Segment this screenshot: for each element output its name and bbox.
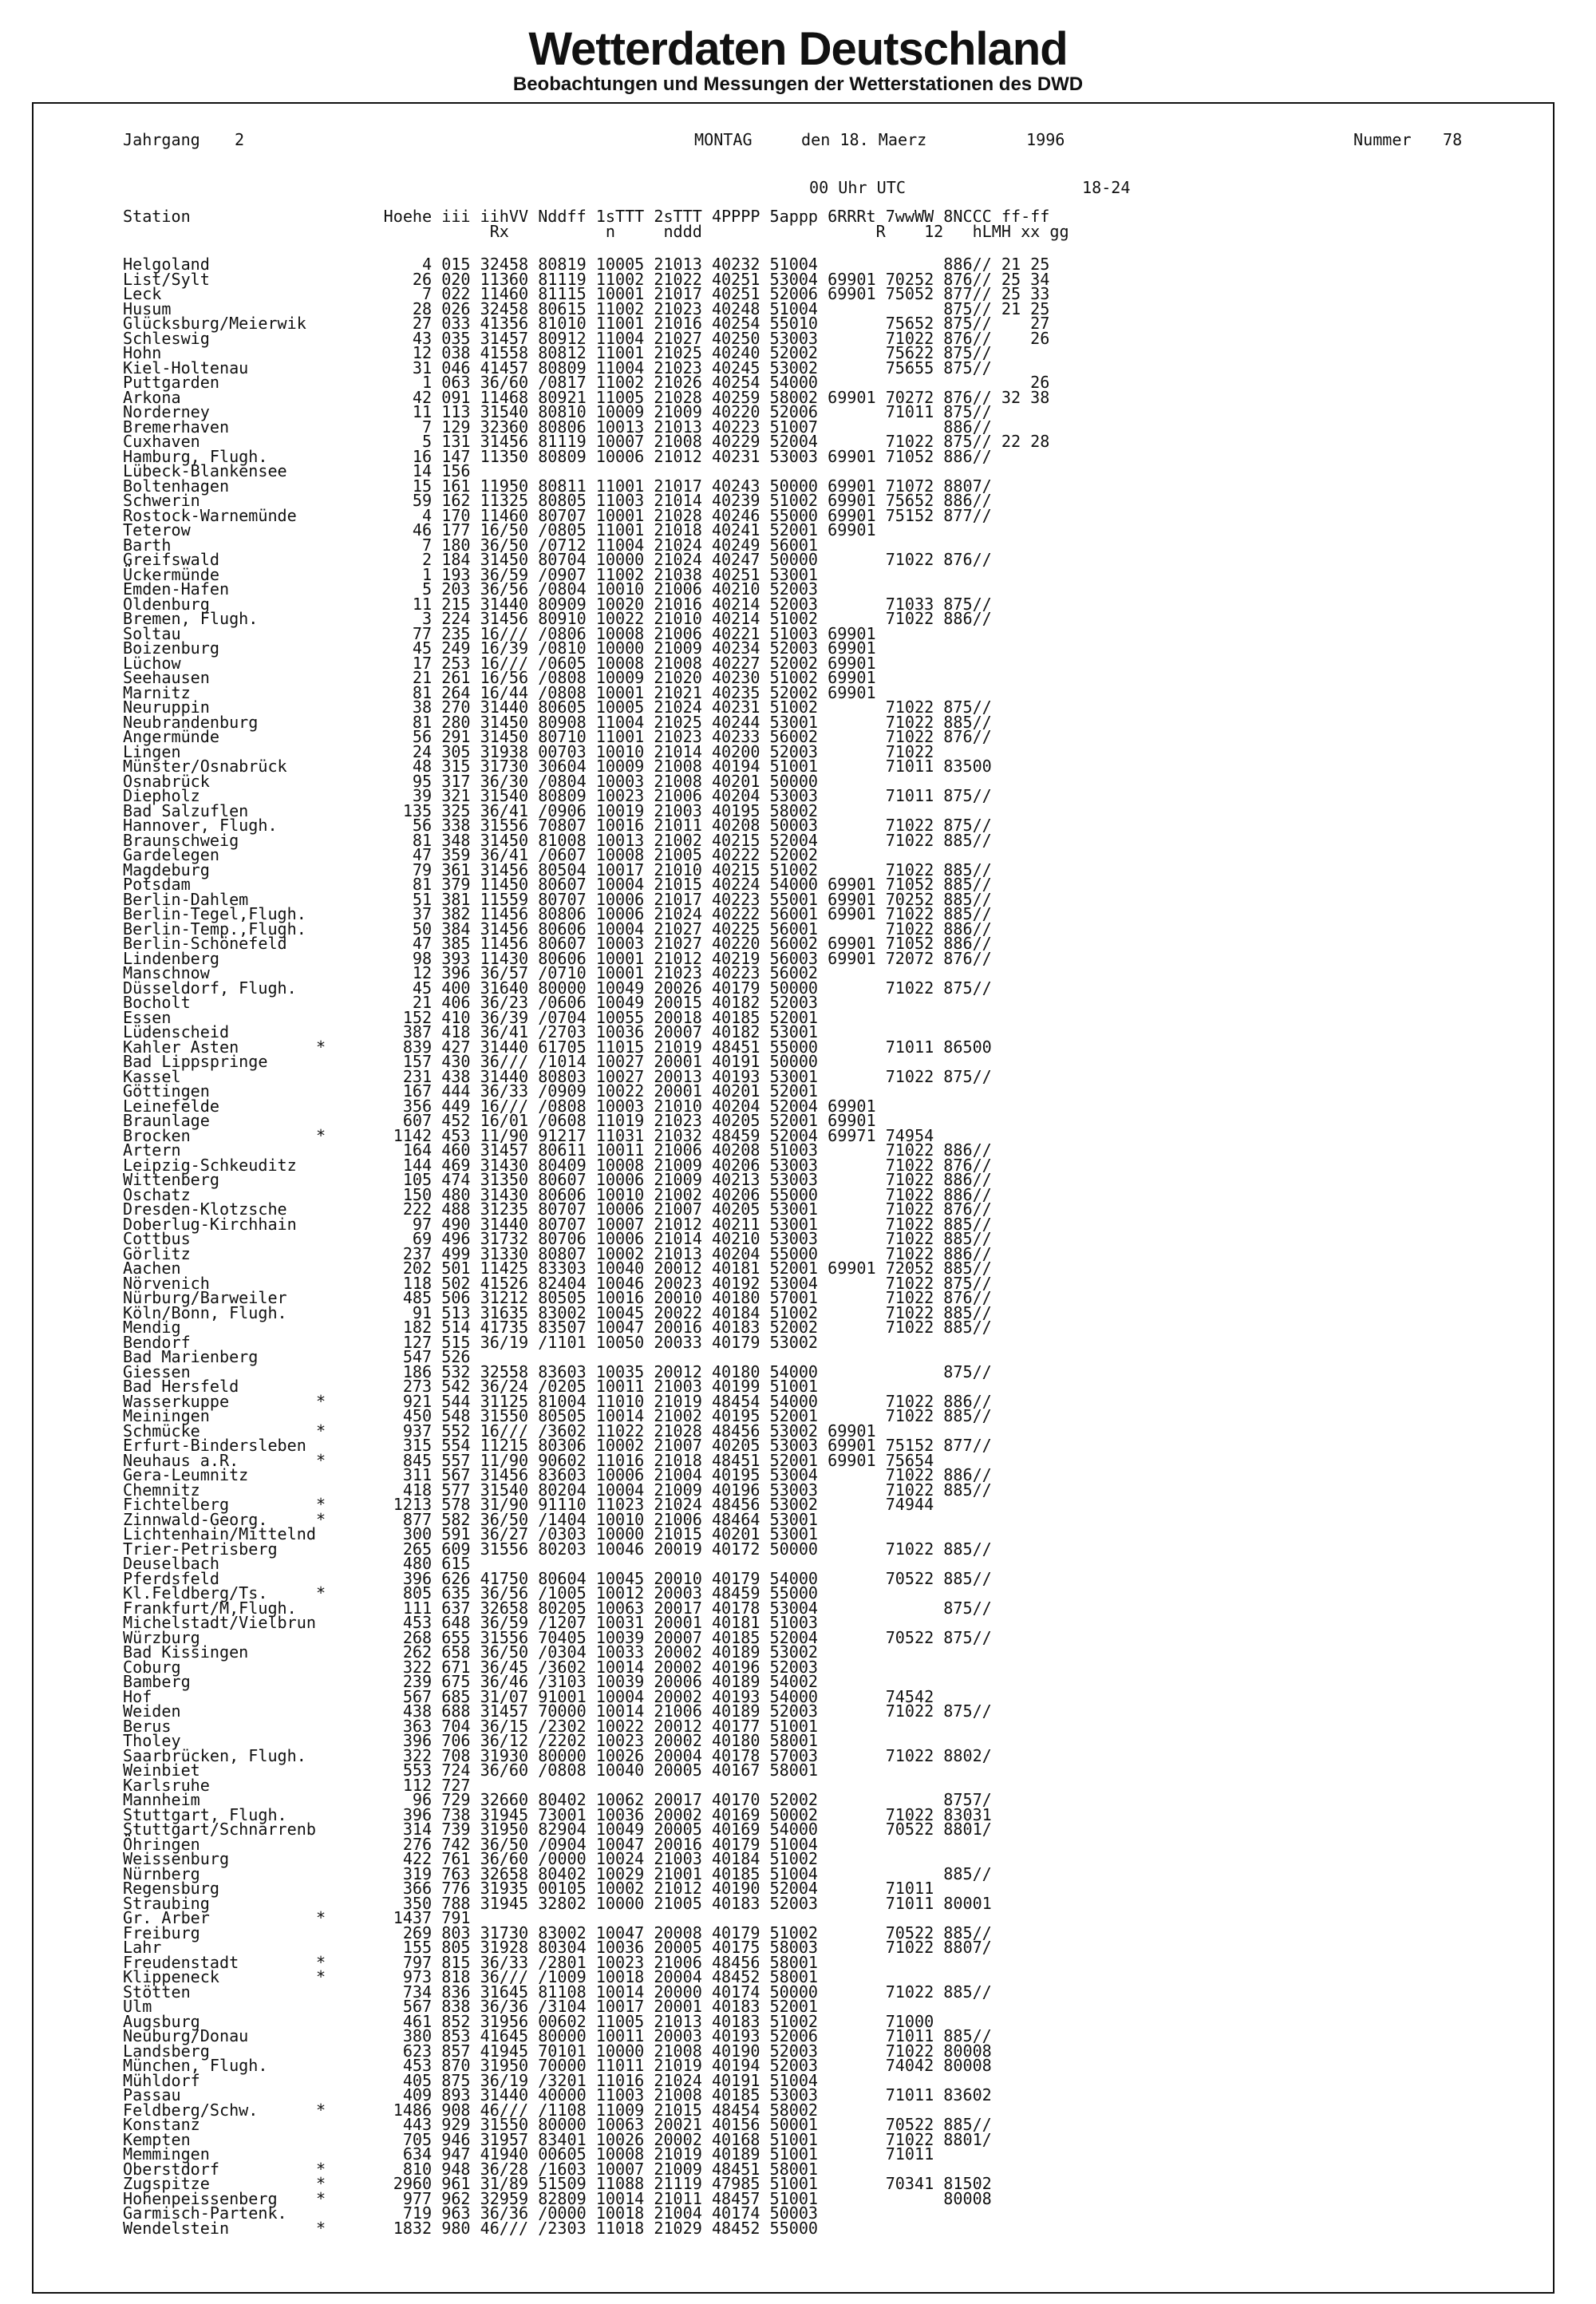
issue-date: den 18. Maerz — [801, 130, 927, 149]
station-row: Lüchow 17 253 16/// /0605 10008 21008 40227 52002 69901 — [123, 653, 876, 673]
station-row: Neuhaus a.R. * 845 557 11/90 90602 11016 21018 48451 52001 69901 75654 — [123, 1450, 934, 1470]
station-row: Lübeck-Blankensee 14 156 — [123, 461, 471, 480]
station-row: Nürnberg 319 763 32658 80402 10029 21001 40185 51004 885// — [123, 1863, 992, 1883]
column-header-line2: Rx n nddd R 12 hLMH xx gg — [123, 222, 1069, 241]
station-row: Wendelstein * 1832 980 46/// /2303 11018 21029 48452 55000 — [123, 2218, 819, 2238]
station-row: Kiel-Holtenau 31 046 41457 80809 11004 21023 40245 53002 75655 875// — [123, 358, 992, 377]
station-row: Braunschweig 81 348 31450 81008 10013 21002 40215 52004 71022 885// — [123, 830, 992, 850]
station-row: Fichtelberg * 1213 578 31/90 91110 11023 21024 48456 53002 74944 — [123, 1495, 934, 1514]
station-row: Öhringen 276 742 36/50 /0904 10047 20016 40179 51004 — [123, 1834, 819, 1854]
station-row: Boltenhagen 15 161 11950 80811 11001 21017 40243 50000 69901 71072 8807/ — [123, 476, 992, 496]
station-row: Ückermünde 1 193 36/59 /0907 11002 21038 40251 53001 — [123, 564, 819, 584]
station-row: Seehausen 21 261 16/56 /0808 10009 21020 40230 51002 69901 — [123, 668, 876, 687]
station-row: Passau 409 893 31440 40000 11003 21008 40185 53003 71011 83602 — [123, 2085, 992, 2104]
issue-year: 1996 — [1026, 130, 1065, 149]
weekday: MONTAG — [694, 130, 753, 149]
station-row: Kempten 705 946 31957 83401 10026 20002 40168 51001 71022 8801/ — [123, 2129, 992, 2149]
page-title: Wetterdaten Deutschland — [528, 23, 1068, 75]
station-row: Deuselbach 480 615 — [123, 1554, 471, 1573]
station-row: Saarbrücken, Flugh. 322 708 31930 80000 10026 20004 40178 57003 71022 8802/ — [123, 1745, 992, 1765]
station-row: Michelstadt/Vielbrun 453 648 36/59 /1207 10031 20001 40181 51003 — [123, 1613, 819, 1632]
station-row: Oldenburg 11 215 31440 80909 10020 21016 40214 52003 71033 875// — [123, 594, 992, 614]
station-row: Garmisch-Partenk. 719 963 36/36 /0000 10018 21004 40174 50003 — [123, 2203, 819, 2223]
station-row: München, Flugh. 453 870 31950 70000 11011 21019 40194 52003 74042 80008 — [123, 2056, 992, 2075]
station-row: Magdeburg 79 361 31456 80504 10017 21010 40215 51002 71022 885// — [123, 860, 992, 879]
station-row: Hamburg, Flugh. 16 147 11350 80809 10006 21012 40231 53003 69901 71052 886// — [123, 446, 992, 466]
station-row: Leinefelde 356 449 16/// /0808 10003 21010 40204 52004 69901 — [123, 1096, 876, 1116]
station-row: Neuruppin 38 270 31440 80605 10005 21024 40231 51002 71022 875// — [123, 698, 992, 717]
station-row: Berlin-Temp.,Flugh. 50 384 31456 80606 10004 21027 40225 56001 71022 886// — [123, 919, 992, 939]
station-row: Erfurt-Bindersleben 315 554 11215 80306 10002 21007 40205 53003 69901 75152 877// — [123, 1436, 992, 1455]
page-subtitle: Beobachtungen und Messungen der Wetterstationen des DWD — [512, 73, 1084, 95]
nummer-value: 78 — [1443, 130, 1463, 149]
station-row: Berlin-Schönefeld 47 385 11456 80607 10003 21027 40220 56002 69901 71052 886// — [123, 934, 992, 953]
station-row: Potsdam 81 379 11450 80607 10004 21015 40224 54000 69901 71052 885// — [123, 875, 992, 894]
station-row: Karlsruhe 112 727 — [123, 1775, 471, 1795]
station-row: Schmücke * 937 552 16/// /3602 11022 21028 48456 53002 69901 — [123, 1421, 876, 1440]
station-row: Lüdenscheid 387 418 36/41 /2703 10036 20007 40182 53001 — [123, 1022, 819, 1041]
station-row: Oschatz 150 480 31430 80606 10010 21002 40206 55000 71022 886// — [123, 1184, 992, 1204]
station-row: Straubing 350 788 31945 32802 10000 21005 40183 52003 71011 80001 — [123, 1893, 992, 1913]
station-row: Nörvenich 118 502 41526 82404 10046 20023 40192 53004 71022 875// — [123, 1273, 992, 1293]
station-row: Leck 7 022 11460 81115 10001 21017 40251 52006 69901 75052 877// 25 33 — [123, 284, 1050, 303]
station-row: Görlitz 237 499 31330 80807 10002 21013 40204 55000 71022 886// — [123, 1243, 992, 1263]
station-row: List/Sylt 26 020 11360 81119 11002 21022 40251 53004 69901 70252 876// 25 34 — [123, 269, 1050, 289]
station-row: Hof 567 685 31/07 91001 10004 20002 40193 54000 74542 — [123, 1686, 934, 1706]
station-row: Barth 7 180 36/50 /0712 11004 21024 40249 56001 — [123, 535, 819, 555]
station-row: Zinnwald-Georg. * 877 582 36/50 /1404 10010 21006 48464 53001 — [123, 1509, 819, 1529]
station-row: Glücksburg/Meierwik 27 033 41356 81010 11001 21016 40254 55010 75652 875// 27 — [123, 314, 1050, 333]
station-row: Angermünde 56 291 31450 80710 11001 21023 40233 56002 71022 876// — [123, 727, 992, 746]
station-row: Berlin-Dahlem 51 381 11559 80707 10006 21017 40223 55001 69901 70252 885// — [123, 889, 992, 909]
station-row: Greifswald 2 184 31450 80704 10000 21024 40247 50000 71022 876// — [123, 550, 992, 569]
station-table — [123, 255, 1050, 2238]
station-row: Gardelegen 47 359 36/41 /0607 10008 21005 40222 52002 — [123, 845, 819, 864]
station-row: Bamberg 239 675 36/46 /3103 10039 20006 40189 54002 — [123, 1672, 819, 1691]
station-row: Teterow 46 177 16/50 /0805 11001 21018 40241 52001 69901 — [123, 520, 876, 539]
station-row: Emden-Hafen 5 203 36/56 /0804 10010 21006 40210 52003 — [123, 579, 819, 599]
station-row: Marnitz 81 264 16/44 /0808 10001 21021 40235 52002 69901 — [123, 682, 876, 702]
station-row: Aachen 202 501 11425 83303 10040 20012 40181 52001 69901 72052 885// — [123, 1259, 992, 1278]
station-row: Köln/Bonn, Flugh. 91 513 31635 83002 10045 20022 40184 51002 71022 885// — [123, 1302, 992, 1322]
station-row: Bad Marienberg 547 526 — [123, 1347, 471, 1366]
station-row: Kassel 231 438 31440 80803 10027 20013 40193 53001 71022 875// — [123, 1066, 992, 1086]
station-row: Kahler Asten * 839 427 31440 61705 11015 21019 48451 55000 71011 86500 — [123, 1037, 992, 1057]
station-row: Düsseldorf, Flugh. 45 400 31640 80000 10049 20026 40179 50000 71022 875// — [123, 978, 992, 998]
station-row: Bad Kissingen 262 658 36/50 /0304 10033 20002 40189 53002 — [123, 1642, 819, 1662]
station-row: Meiningen 450 548 31550 80505 10014 21002 40195 52001 71022 885// — [123, 1406, 992, 1425]
station-row: Pferdsfeld 396 626 41750 80604 10045 20010 40179 54000 70522 885// — [123, 1568, 992, 1588]
station-row: Cottbus 69 496 31732 80706 10006 21014 40210 53003 71022 885// — [123, 1229, 992, 1248]
station-row: Husum 28 026 32458 80615 11002 21023 40248 51004 875// 21 25 — [123, 298, 1050, 318]
station-row: Artern 164 460 31457 80611 10011 21006 40208 51003 71022 886// — [123, 1140, 992, 1160]
station-row: Wittenberg 105 474 31350 80607 10006 21009 40213 53003 71022 886// — [123, 1170, 992, 1189]
station-row: Hohn 12 038 41558 80812 11001 21025 40240 52002 75622 875// — [123, 343, 992, 362]
station-row: Lichtenhain/Mittelnd 300 591 36/27 /0303 10000 21015 40201 53001 — [123, 1524, 819, 1543]
station-row: Feldberg/Schw. * 1486 908 46/// /1108 11009 21015 48454 58002 — [123, 2100, 819, 2120]
station-row: Osnabrück 95 317 36/30 /0804 10003 21008 40201 50000 — [123, 771, 819, 791]
station-row: Zugspitze * 2960 961 31/89 51509 11088 21119 47985 51001 70341 81502 — [123, 2174, 992, 2193]
station-row: Mannheim 96 729 32660 80402 10062 20017 40170 52002 8757/ — [123, 1790, 992, 1809]
station-row: Bad Hersfeld 273 542 36/24 /0205 10011 21003 40199 51001 — [123, 1377, 819, 1396]
station-row: Kl.Feldberg/Ts. * 805 635 36/56 /1005 10012 20003 48459 55000 — [123, 1583, 819, 1603]
station-row: Göttingen 167 444 36/33 /0909 10022 20001 40201 52001 — [123, 1081, 819, 1101]
station-row: Braunlage 607 452 16/01 /0608 11019 21023 40205 52001 69901 — [123, 1111, 876, 1130]
station-row: Weiden 438 688 31457 70000 10014 21006 40189 52003 71022 875// — [123, 1701, 992, 1721]
station-row: Coburg 322 671 36/45 /3602 10014 20002 40196 52003 — [123, 1657, 819, 1677]
station-row: Bremen, Flugh. 3 224 31456 80910 10022 21010 40214 51002 71022 886// — [123, 609, 992, 628]
station-row: Rostock-Warnemünde 4 170 11460 80707 10001 21028 40246 55000 69901 75152 877// — [123, 505, 992, 525]
station-row: Boizenburg 45 249 16/39 /0810 10000 21009 40234 52003 69901 — [123, 638, 876, 658]
station-row: Neubrandenburg 81 280 31450 80908 11004 21025 40244 53001 71022 885// — [123, 712, 992, 732]
station-row: Klippeneck * 973 818 36/// /1009 10018 20004 48452 58001 — [123, 1967, 819, 1986]
station-row: Neuburg/Donau 380 853 41645 80000 10011 20003 40193 52006 71011 885// — [123, 2026, 992, 2045]
station-row: Mendig 182 514 41735 83507 10047 20016 40183 52002 71022 885// — [123, 1318, 992, 1337]
station-row: Bremerhaven 7 129 32360 80806 10013 21013 40223 51007 886// — [123, 417, 992, 437]
station-row: Schwerin 59 162 11325 80805 11003 21014 40239 51002 69901 75652 886// — [123, 491, 992, 510]
station-row: Bendorf 127 515 36/19 /1101 10050 20033 40179 53002 — [123, 1332, 819, 1352]
station-row: Schleswig 43 035 31457 80912 11004 21027 40250 53003 71022 876// 26 — [123, 328, 1050, 348]
station-row: Stuttgart/Schnarrenb 314 739 31950 82904 10049 20005 40169 54000 70522 8801/ — [123, 1820, 992, 1839]
station-row: Weissenburg 422 761 36/60 /0000 10024 21003 40184 51002 — [123, 1849, 819, 1868]
station-row: Leipzig-Schkeuditz 144 469 31430 80409 10008 21009 40206 53003 71022 876// — [123, 1155, 992, 1175]
station-row: Stötten 734 836 31645 81108 10014 20000 40174 50000 71022 885// — [123, 1982, 992, 2002]
station-row: Stuttgart, Flugh. 396 738 31945 73001 10036 20002 40169 50002 71022 83031 — [123, 1804, 992, 1824]
station-row: Dresden-Klotzsche 222 488 31235 80707 10006 21007 40205 53001 71022 876// — [123, 1199, 992, 1219]
station-row: Lindenberg 98 393 11430 80606 10001 21012 40219 56003 69901 72072 876// — [123, 948, 992, 968]
station-row: Giessen 186 532 32558 83603 10035 20012 40180 54000 875// — [123, 1361, 992, 1381]
station-row: Ulm 567 838 36/36 /3104 10017 20001 40183 52001 — [123, 1997, 819, 2016]
station-row: Hohenpeissenberg * 977 962 32959 82809 10014 21011 48457 51001 80008 — [123, 2188, 992, 2208]
station-row: Münster/Osnabrück 48 315 31730 30604 10009 21008 40194 51001 71011 83500 — [123, 757, 992, 776]
station-row: Mühldorf 405 875 36/19 /3201 11016 21024 40191 51004 — [123, 2070, 819, 2090]
station-row: Arkona 42 091 11468 80921 11005 21028 40259 58002 69901 70272 876// 32 38 — [123, 387, 1050, 407]
station-row: Soltau 77 235 16/// /0806 10008 21006 40221 51003 69901 — [123, 623, 876, 643]
column-header-line1: Station Hoehe iii iihVV Nddff 1sTTT 2sTTT 4PPPP 5appp 6RRRt 7wwWW 8NCCC ff-ff — [123, 207, 1050, 226]
station-row: Trier-Petrisberg 265 609 31556 80203 10046 20019 40172 50000 71022 885// — [123, 1539, 992, 1559]
station-row: Diepholz 39 321 31540 80809 10023 21006 40204 53003 71011 875// — [123, 786, 992, 805]
station-row: Bocholt 21 406 36/23 /0606 10049 20015 40182 52003 — [123, 993, 819, 1012]
station-row: Frankfurt/M,Flugh. 111 637 32658 80205 10063 20017 40178 53004 875// — [123, 1598, 992, 1618]
station-row: Doberlug-Kirchhain 97 490 31440 80707 10007 21012 40211 53001 71022 885// — [123, 1214, 992, 1234]
station-row: Nürburg/Barweiler 485 506 31212 80505 10016 20010 40180 57001 71022 876// — [123, 1288, 992, 1307]
station-row: Freudenstadt * 797 815 36/33 /2801 10023 21006 48456 58001 — [123, 1952, 819, 1972]
station-row: Brocken * 1142 453 11/90 91217 11031 21032 48459 52004 69971 74954 — [123, 1125, 934, 1145]
station-row: Konstanz 443 929 31550 80000 10063 20021 40156 50001 70522 885// — [123, 2115, 992, 2134]
station-row: Memmingen 634 947 41940 00605 10008 21019 40189 51001 71011 — [123, 2144, 934, 2164]
station-row: Bad Salzuflen 135 325 36/41 /0906 10019 21003 40195 58002 — [123, 800, 819, 820]
station-row: Essen 152 410 36/39 /0704 10055 20018 40185 52001 — [123, 1007, 819, 1027]
station-row: Lingen 24 305 31938 00703 10010 21014 40200 52003 71022 — [123, 741, 934, 761]
station-row: Hannover, Flugh. 56 338 31556 70807 10016 21011 40208 50003 71022 875// — [123, 816, 992, 835]
station-row: Helgoland 4 015 32458 80819 10005 21013 40232 51004 886// 21 25 — [123, 255, 1050, 274]
period-label: 18-24 — [1082, 178, 1131, 197]
station-row: Berlin-Tegel,Flugh. 37 382 11456 80806 10006 21024 40222 56001 69901 71022 885// — [123, 904, 992, 923]
jahrgang-label: Jahrgang — [123, 130, 200, 149]
station-row: Oberstdorf * 810 948 36/28 /1603 10007 21009 48451 58001 — [123, 2159, 819, 2179]
station-row: Gr. Arber * 1437 791 — [123, 1908, 471, 1927]
station-row: Cuxhaven 5 131 31456 81119 10007 21008 40229 52004 71022 875// 22 28 — [123, 432, 1050, 451]
station-row: Chemnitz 418 577 31540 80204 10004 21009 40196 53003 71022 885// — [123, 1480, 992, 1500]
station-row: Augsburg 461 852 31956 00602 11005 21013 40183 51002 71000 — [123, 2011, 934, 2031]
station-row: Manschnow 12 396 36/57 /0710 10001 21023 40223 56002 — [123, 963, 819, 982]
station-row: Landsberg 623 857 41945 70101 10000 21008 40190 52003 71022 80008 — [123, 2041, 992, 2061]
station-row: Weinbiet 553 724 36/60 /0808 10040 20005 40167 58001 — [123, 1761, 819, 1780]
station-row: Tholey 396 706 36/12 /2202 10023 20002 40180 58001 — [123, 1731, 819, 1750]
station-row: Freiburg 269 803 31730 83002 10047 20008 40179 51002 70522 885// — [123, 1923, 992, 1942]
station-row: Norderney 11 113 31540 80810 10009 21009 40220 52006 71011 875// — [123, 402, 992, 421]
jahrgang-value: 2 — [235, 130, 245, 149]
station-row: Bad Lippspringe 157 430 36/// /1014 10027 20001 40191 50000 — [123, 1052, 819, 1071]
station-row: Wasserkuppe * 921 544 31125 81004 11010 21019 48454 54000 71022 886// — [123, 1391, 992, 1411]
nummer-label: Nummer — [1353, 130, 1412, 149]
station-row: Würzburg 268 655 31556 70405 10039 20007 40185 52004 70522 875// — [123, 1627, 992, 1647]
station-row: Gera-Leumnitz 311 567 31456 83603 10006 21004 40195 53004 71022 886// — [123, 1465, 992, 1484]
station-row: Lahr 155 805 31928 80304 10036 20005 40175 58003 71022 8807/ — [123, 1938, 992, 1957]
station-row: Regensburg 366 776 31935 00105 10002 21012 40190 52004 71011 — [123, 1879, 934, 1898]
station-row: Berus 363 704 36/15 /2302 10022 20012 40177 51001 — [123, 1716, 819, 1736]
observation-time: 00 Uhr UTC — [809, 178, 906, 197]
station-row: Puttgarden 1 063 36/60 /0817 11002 21026 40254 54000 26 — [123, 373, 1050, 392]
